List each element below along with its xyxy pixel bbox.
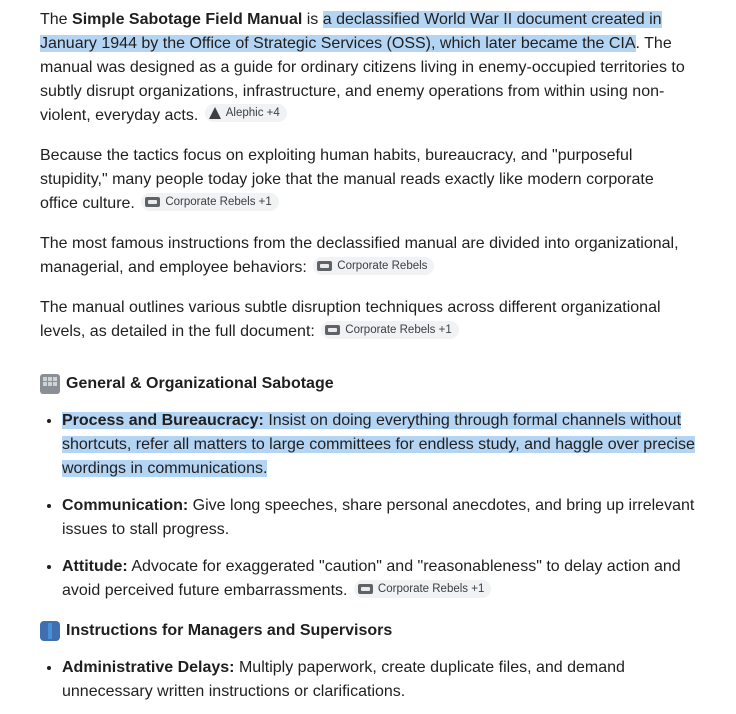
corporate-rebels-logo-icon xyxy=(358,584,373,594)
corporate-rebels-logo-icon xyxy=(145,197,160,207)
necktie-icon xyxy=(40,621,60,641)
source-chip[interactable] xyxy=(354,580,491,598)
section-heading-organizational xyxy=(40,372,696,396)
corporate-rebels-logo-icon xyxy=(317,261,332,271)
managers-list xyxy=(40,655,696,704)
corporate-rebels-logo-icon xyxy=(325,325,340,335)
section-heading-text: General & Organizational Sabotage xyxy=(66,375,334,392)
list-item xyxy=(62,655,696,704)
manual-title: Simple Sabotage Field Manual xyxy=(72,11,303,28)
source-chip-label: Alephic +4 xyxy=(225,107,280,119)
organizational-list xyxy=(40,408,696,603)
alephic-logo-icon xyxy=(209,107,221,119)
office-building-icon xyxy=(40,374,60,394)
section-heading-managers xyxy=(40,619,696,643)
source-chip[interactable] xyxy=(321,321,458,339)
intro-lead: The xyxy=(40,11,73,28)
list-item-text: Advocate for exaggerated "caution" and "reasonableness" to delay action and avoid perceived future embarrassments. xyxy=(62,558,681,599)
list-item-text: Multiply paperwork, create duplicate files, and demand unnecessary written instructions or clarifications. xyxy=(62,659,625,700)
source-chip[interactable] xyxy=(313,257,434,275)
intro-paragraph xyxy=(40,8,696,128)
source-chip-label: Corporate Rebels xyxy=(337,260,428,272)
source-chip-label: Corporate Rebels +1 xyxy=(377,583,485,595)
source-chip[interactable] xyxy=(141,193,278,211)
paragraph-famous-instructions xyxy=(40,232,696,280)
paragraph-text: Because the tactics focus on exploiting human habits, bureaucracy, and "purposeful stupidity," many people today joke that the manual reads exactly like modern corporate office culture. xyxy=(40,147,654,212)
list-item xyxy=(62,554,696,603)
list-item-label: Communication: xyxy=(62,497,189,514)
list-item-text: Give long speeches, share personal anecdotes, and bring up irrelevant issues to stall progress. xyxy=(62,497,695,538)
source-chip[interactable] xyxy=(205,104,287,122)
source-chip-label: Corporate Rebels +1 xyxy=(345,324,452,336)
source-chip-label: Corporate Rebels +1 xyxy=(165,196,272,208)
intro-mid: is xyxy=(302,11,323,28)
paragraph-text: The manual outlines various subtle disruption techniques across different organizational levels, as detailed in the full document: xyxy=(40,299,661,340)
highlighted-text xyxy=(62,412,695,477)
intro-tail: . The manual was designed as a guide for ordinary citizens living in enemy-occupied territories to subtly disrupt organizations, infrastructure, and enemy operations from within using non-violent, everyday acts. xyxy=(40,35,685,124)
paragraph-text: The most famous instructions from the declassified manual are divided into organizational, managerial, and employee behaviors: xyxy=(40,235,679,276)
highlighted-text: a declassified World War II document created in January 1944 by the Office of Strategic Services (OSS), which later became the CIA xyxy=(40,11,662,52)
list-item-label: Administrative Delays: xyxy=(62,659,235,676)
list-item xyxy=(62,493,696,542)
paragraph-techniques xyxy=(40,296,696,344)
list-item-text: Insist on doing everything through formal channels without shortcuts, refer all matters to large committees for endless study, and haggle over precise wordings in communications. xyxy=(62,412,695,477)
list-item-label: Attitude: xyxy=(62,558,128,575)
list-item-label: Process and Bureaucracy: xyxy=(62,412,264,429)
list-item xyxy=(62,408,696,481)
section-heading-text: Instructions for Managers and Supervisors xyxy=(66,622,393,639)
paragraph-office-culture xyxy=(40,144,696,216)
